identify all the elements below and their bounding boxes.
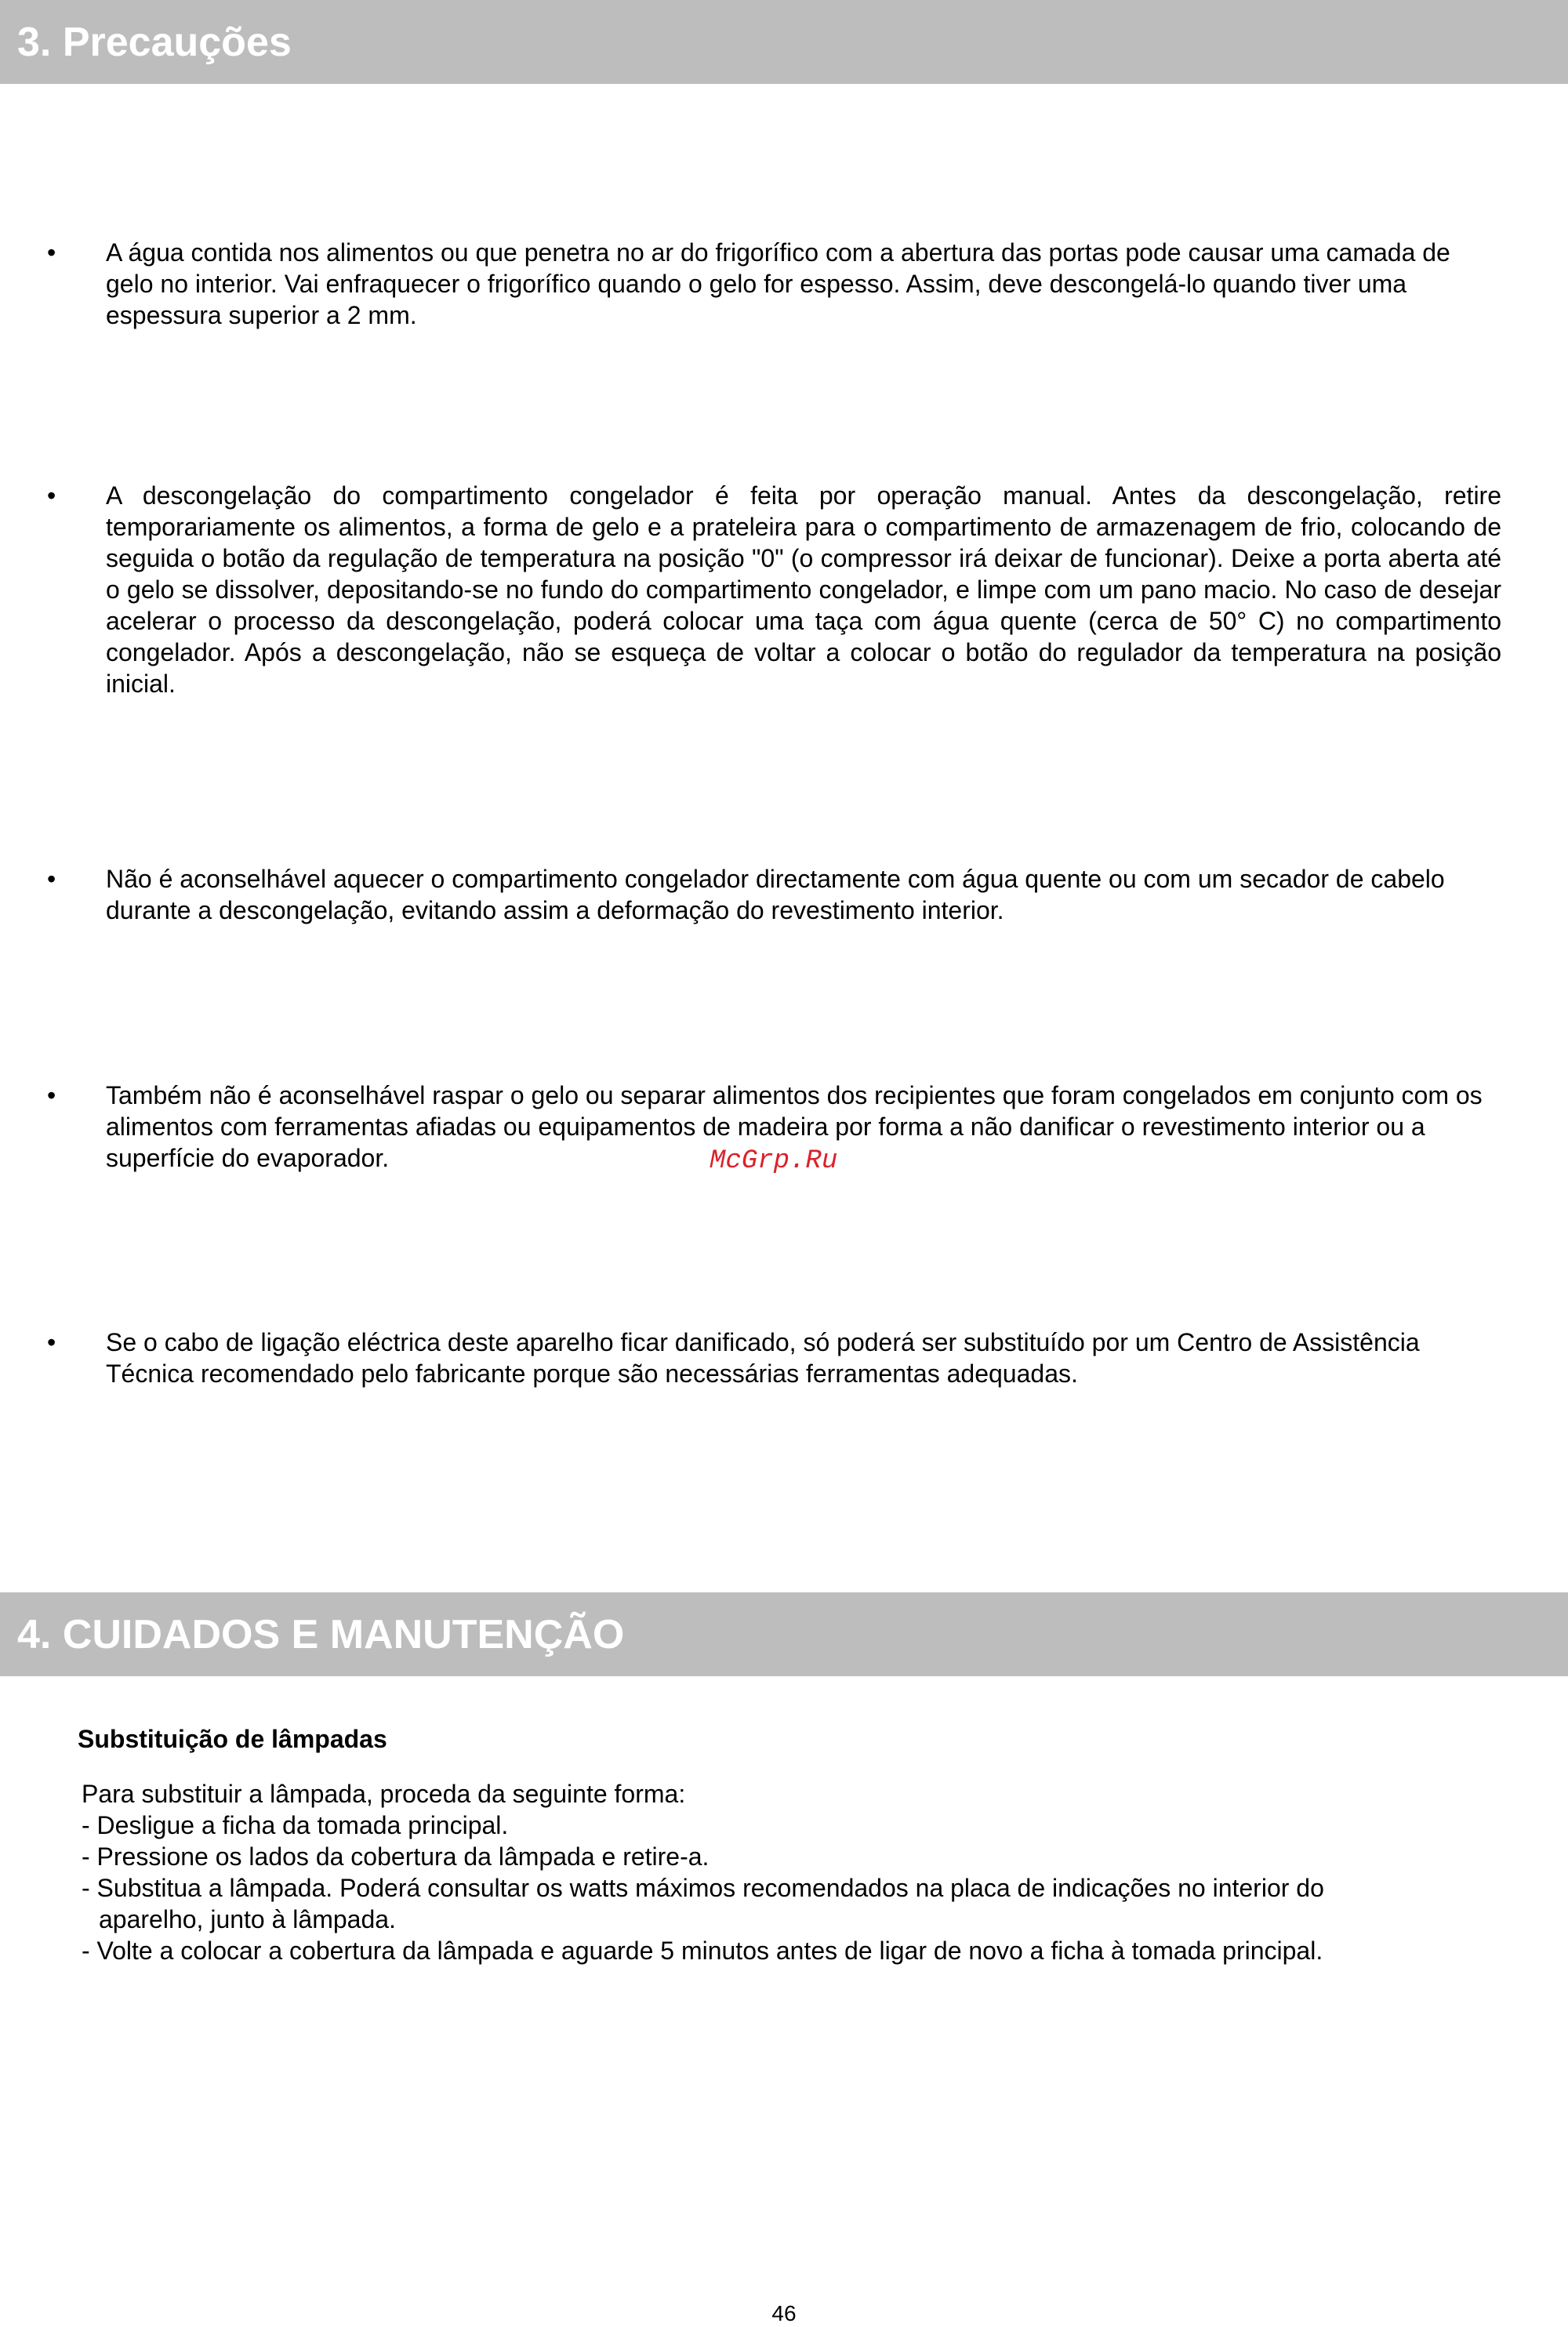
bullet-icon: • [47,865,56,893]
instruction-intro: Para substituir a lâmpada, proceda da seguinte forma: [82,1780,686,1808]
bullet-icon: • [47,481,56,510]
instruction-step: - Desligue a ficha da tomada principal. [82,1811,509,1839]
bullet-icon: • [47,1328,56,1356]
page-number: 46 [771,2301,797,2325]
section-header-maintenance [0,1592,1568,1676]
instruction-list [82,1778,1493,1966]
list-item-text: A descongelação do compartimento congelador é feita por operação manual. Antes da descongelação, retire temporariamente os alimentos, a forma de gelo e a prateleira para o compartimento de armazenagem de frio, colocando de seguida o botão da regulação de temperatura na posição "0" (o compressor irá deixar de funcionar). Deixe a porta aberta até o gelo se dissolver, depositando-se no fundo do compartimento congelador, e limpe com um pano macio. No caso de desejar acelerar o processo da descongelação, poderá colocar uma taça com água quente (cerca de 50° C) no compartimento congelador. Após a descongelação, não se esqueça de voltar a colocar o botão do regulador da temperatura na posição inicial. [106,481,1501,698]
instruction-step: - Volte a colocar a cobertura da lâmpada e aguarde 5 minutos antes de ligar de novo a ficha à tomada principal. [82,1937,1323,1965]
watermark: McGrp.Ru [710,1146,838,1176]
list-item-text: Também não é aconselhável raspar o gelo ou separar alimentos dos recipientes que foram congelados em conjunto com os alimentos com ferramentas afiadas ou equipamentos de madeira por forma a não danificar o revestimento interior ou a superfície do evaporador. [106,1081,1483,1172]
bullet-icon: • [47,238,56,267]
list-item-text: Não é aconselhável aquecer o compartimento congelador directamente com água quente ou com um secador de cabelo durante a descongelação, evitando assim a deformação do revestimento interior. [106,865,1445,924]
section-title: 3. Precauções [17,19,292,65]
bullet-icon: • [47,1081,56,1109]
list-item-text: Se o cabo de ligação eléctrica deste aparelho ficar danificado, só poderá ser substituído por um Centro de Assistência Técnica recomendado pelo fabricante porque são necessárias ferramentas adequadas. [106,1328,1420,1388]
instruction-step-continuation: aparelho, junto à lâmpada. [99,1905,396,1933]
subsection-heading: Substituição de lâmpadas [78,1725,387,1753]
section-header-precautions [0,0,1568,84]
instruction-step: - Pressione os lados da cobertura da lâmpada e retire-a. [82,1842,710,1871]
instruction-step: - Substitua a lâmpada. Poderá consultar os watts máximos recomendados na placa de indicações no interior do [82,1874,1324,1902]
section-title: 4. CUIDADOS E MANUTENÇÃO [17,1611,625,1657]
list-item-text: A água contida nos alimentos ou que penetra no ar do frigorífico com a abertura das portas pode causar uma camada de gelo no interior. Vai enfraquecer o frigorífico quando o gelo for espesso. Assim, deve descongelá-lo quando tiver uma espessura superior a 2 mm. [106,238,1450,329]
